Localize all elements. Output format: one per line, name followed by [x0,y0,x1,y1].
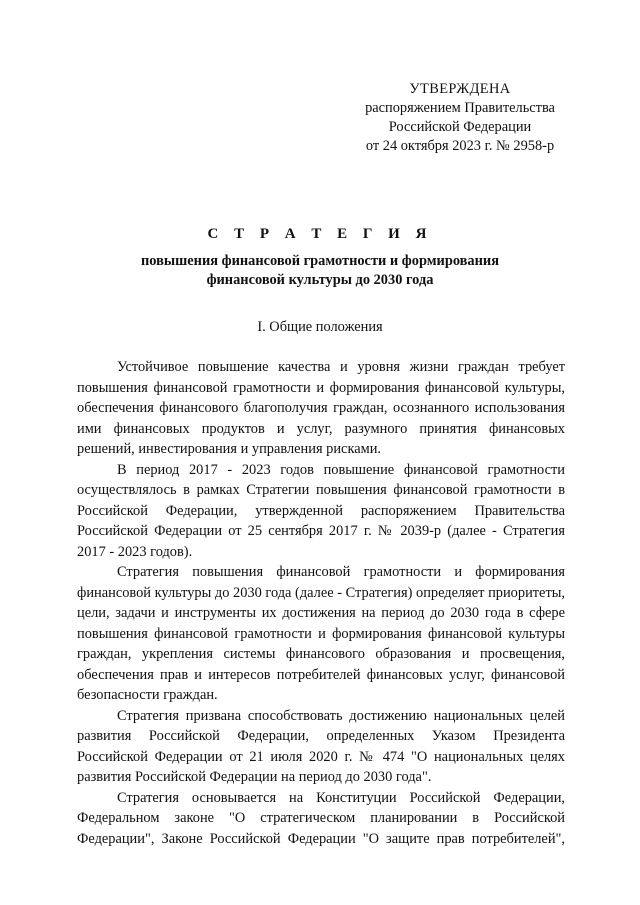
section-heading: I. Общие положения [257,319,383,335]
document-body [77,357,565,849]
paragraph: Устойчивое повышение качества и уровня жизни граждан требует повышения финансовой грамотности и формирования финансовой культуры, обеспечения финансового благополучия граждан, осознанного использования ими финансовых продуктов и услуг, разумного принятия финансовых решений, инвестирования и управления рисками. [77,359,565,457]
paragraph: В период 2017 - 2023 годов повышение финансовой грамотности осуществлялось в рамках Стратегии повышения финансовой грамотности в Российской Федерации, утвержденной распоряжением Правительства Российской Федерации от 25 сентября 2017 г. № 2039-р (далее - Стратегия 2017 - 2023 годов). [77,461,565,560]
subtitle-line-2: финансовой культуры до 2030 года [206,272,434,288]
approval-issuer-country: Российской Федерации [388,119,532,135]
approval-block [355,80,565,156]
document-subtitle [110,252,530,290]
approval-date: от 24 октября 2023 г. № 2958-р [365,138,555,154]
document-title: С Т Р А Т Е Г И Я [207,226,433,242]
approval-issuer: распоряжением Правительства [365,100,555,116]
paragraph: Стратегия повышения финансовой грамотности и формирования финансовой культуры до 2030 года (далее - Стратегия) определяет приоритеты, цели, задачи и инструменты их достижения на период до 2030 года в сфере повышения финансовой грамотности и формирования финансовой культуры граждан, укрепления системы финансового образования и просвещения, обеспечения прав и интересов потребителей финансовых услуг, финансовой безопасности граждан. [77,564,565,703]
subtitle-line-1: повышения финансовой грамотности и формирования [141,253,499,269]
approval-status: УТВЕРЖДЕНА [409,81,511,97]
paragraph: Стратегия призвана способствовать достижению национальных целей развития Российской Федерации, определенных Указом Президента Российской Федерации от 21 июля 2020 г. № 474 "О национальных целях развития Российской Федерации на период до 2030 года". [77,707,565,785]
paragraph: Стратегия основывается на Конституции Российской Федерации, Федеральном законе "О стратегическом планировании в Российской Федерации", Законе Российской Федерации "О защите прав потребителей", [77,789,565,847]
